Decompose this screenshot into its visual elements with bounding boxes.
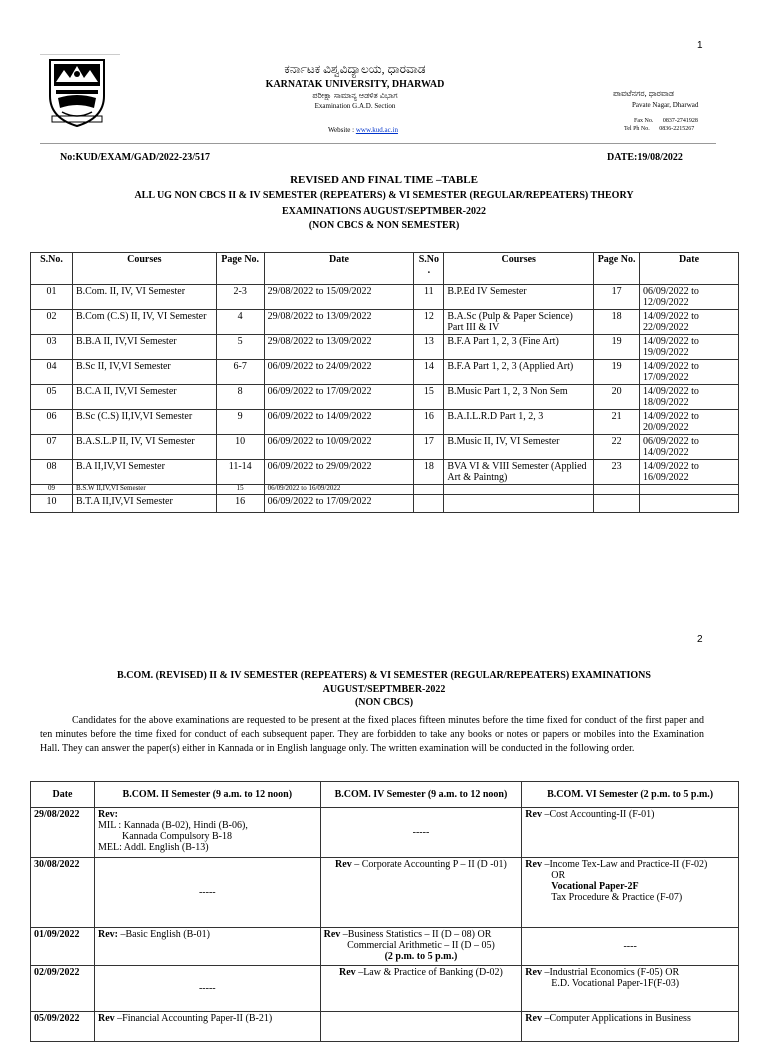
tt-line: Rev –Business Statistics – II (D – 08) OR (323, 929, 492, 940)
summary-table (30, 252, 739, 513)
header-page-no: Page No. (216, 253, 264, 285)
cell-course-2: B.A.Sc (Pulp & Paper Science) Part III & IV (444, 310, 594, 335)
cell-page-no-2: 20 (594, 385, 640, 410)
cell-course: B.Sc (C.S) II,IV,VI Semester (72, 410, 216, 435)
title-line-2: ALL UG NON CBCS II & IV SEMESTER (REPEATERS) & VI SEMESTER (REGULAR/REPEATERS) THEORY (134, 190, 634, 201)
cell-page-no-2 (594, 485, 640, 495)
cell-course: B.B.A II, IV,VI Semester (72, 335, 216, 360)
cell-date: 29/08/2022 to 15/09/2022 (264, 285, 414, 310)
tt-cell-sem2 (94, 966, 320, 1012)
tt-cell-sem6 (522, 858, 739, 928)
tt-line: ----- (412, 827, 430, 838)
cell-course-2: B.Music Part 1, 2, 3 Non Sem (444, 385, 594, 410)
cell-course: B.T.A II,IV,VI Semester (72, 495, 216, 513)
cell-page-no: 4 (216, 310, 264, 335)
fax-line (634, 118, 698, 124)
website-label: Website : (328, 126, 355, 134)
tel-value: 0836-2215267 (659, 126, 695, 132)
header-page-no-2: Page No. (594, 253, 640, 285)
cell-date-2: 14/09/2022 to 19/09/2022 (640, 335, 739, 360)
header-date-2: Date (640, 253, 739, 285)
tel-line (624, 126, 694, 132)
cell-date-2: 14/09/2022 to 17/09/2022 (640, 360, 739, 385)
tt-line: Rev – Corporate Accounting P – II (D -01) (335, 859, 507, 870)
tt-cell-date: 02/09/2022 (31, 966, 95, 1012)
tt-cell-sem6 (522, 928, 739, 966)
cell-page-no-2: 19 (594, 360, 640, 385)
cell-course-2: BVA VI & VIII Semester (Applied Art & Paintng) (444, 460, 594, 485)
cell-date: 06/09/2022 to 10/09/2022 (264, 435, 414, 460)
cell-page-no-2 (594, 495, 640, 513)
table-row (31, 310, 739, 335)
page-number-2: 2 (697, 634, 703, 645)
cell-course-2: B.F.A Part 1, 2, 3 (Fine Art) (444, 335, 594, 360)
tt-line: Commercial Arithmetic – II (D – 05) (347, 940, 495, 951)
tt-cell-sem6 (522, 808, 739, 858)
tt-line: ----- (198, 887, 216, 898)
fax-label: Fax No. (634, 118, 654, 124)
title-line-4: (NON CBCS & NON SEMESTER) (308, 220, 460, 231)
cell-page-no: 9 (216, 410, 264, 435)
cell-date-2: 06/09/2022 to 12/09/2022 (640, 285, 739, 310)
header-courses-2: Courses (444, 253, 594, 285)
cell-course: B.A.S.L.P II, IV, VI Semester (72, 435, 216, 460)
bcom-timetable (30, 781, 739, 1042)
cell-page-no-2: 22 (594, 435, 640, 460)
cell-page-no: 11-14 (216, 460, 264, 485)
cell-course-2 (444, 485, 594, 495)
cell-sno: 02 (31, 310, 73, 335)
table-header-row (31, 253, 739, 285)
timetable-header-row (31, 782, 739, 808)
cell-date: 06/09/2022 to 24/09/2022 (264, 360, 414, 385)
tt-line: Rev: –Basic English (B-01) (97, 929, 210, 940)
tt-line: Rev: (97, 809, 118, 820)
cell-date: 06/09/2022 to 17/09/2022 (264, 495, 414, 513)
document-date: DATE:19/08/2022 (607, 152, 683, 163)
university-name: KARNATAK UNIVERSITY, DHARWAD (265, 79, 445, 90)
cell-sno-2 (414, 485, 444, 495)
timetable-row (31, 808, 739, 858)
tt-line: ---- (623, 941, 637, 952)
timetable-row (31, 1012, 739, 1042)
address-english: Pavate Nagar, Dharwad (632, 101, 699, 109)
table-row (31, 385, 739, 410)
table-row (31, 485, 739, 495)
cell-course: B.Com (C.S) II, IV, VI Semester (72, 310, 216, 335)
header-date: Date (264, 253, 414, 285)
cell-sno-2: 12 (414, 310, 444, 335)
cell-date-2: 14/09/2022 to 16/09/2022 (640, 460, 739, 485)
header-courses: Courses (72, 253, 216, 285)
tt-line: Rev –Cost Accounting-II (F-01) (525, 809, 655, 820)
tt-line: MIL : Kannada (B-02), Hindi (B-06), (97, 820, 248, 831)
page2-title-line-3: (NON CBCS) (354, 697, 414, 708)
tt-line: MEL: Addl. English (B-13) (97, 842, 209, 853)
page2-title-line-2: AUGUST/SEPTMBER-2022 (322, 684, 446, 695)
tt-cell-date: 01/09/2022 (31, 928, 95, 966)
cell-date-2: 14/09/2022 to 20/09/2022 (640, 410, 739, 435)
tt-line: Kannada Compulsory B-18 (121, 831, 232, 842)
tt-cell-sem4 (320, 808, 522, 858)
cell-sno: 09 (31, 485, 73, 495)
table-row (31, 335, 739, 360)
cell-date-2 (640, 495, 739, 513)
tt-line: Rev –Income Tex-Law and Practice-II (F-02) (525, 859, 708, 870)
table-row (31, 285, 739, 310)
tt-cell-sem4 (320, 1012, 522, 1042)
cell-course-2: B.F.A Part 1, 2, 3 (Applied Art) (444, 360, 594, 385)
cell-page-no: 2-3 (216, 285, 264, 310)
tt-cell-date: 05/09/2022 (31, 1012, 95, 1042)
cell-sno-2: 16 (414, 410, 444, 435)
tt-header-sem2: B.COM. II Semester (9 a.m. to 12 noon) (94, 782, 320, 808)
cell-sno-2: 18 (414, 460, 444, 485)
cell-course: B.C.A II, IV,VI Semester (72, 385, 216, 410)
cell-sno-2: 17 (414, 435, 444, 460)
tt-line: OR (551, 870, 566, 881)
cell-date: 29/08/2022 to 13/09/2022 (264, 335, 414, 360)
tt-cell-sem2 (94, 928, 320, 966)
tt-line: Vocational Paper-2F (551, 881, 639, 892)
cell-page-no: 10 (216, 435, 264, 460)
header-sno-2: S.No . (414, 253, 444, 285)
fax-value: 0837-2741928 (662, 118, 698, 124)
website-link[interactable]: www.kud.ac.in (355, 126, 398, 134)
cell-page-no: 8 (216, 385, 264, 410)
tt-cell-sem4 (320, 928, 522, 966)
tt-line: Rev –Industrial Economics (F-05) OR (525, 967, 680, 978)
tt-line: (2 p.m. to 5 p.m.) (384, 951, 458, 962)
tt-cell-sem4 (320, 858, 522, 928)
cell-date-2 (640, 485, 739, 495)
tel-label: Tel Ph No. (624, 126, 650, 132)
cell-sno: 01 (31, 285, 73, 310)
cell-course: B.Com. II, IV, VI Semester (72, 285, 216, 310)
tt-line: Rev –Computer Applications in Business (525, 1013, 691, 1024)
cell-sno: 08 (31, 460, 73, 485)
tt-line: Rev –Financial Accounting Paper-II (B-21) (97, 1013, 273, 1024)
tt-cell-sem6 (522, 966, 739, 1012)
cell-date-2: 14/09/2022 to 18/09/2022 (640, 385, 739, 410)
cell-date-2: 06/09/2022 to 14/09/2022 (640, 435, 739, 460)
cell-course-2: B.A.I.L.R.D Part 1, 2, 3 (444, 410, 594, 435)
timetable-row (31, 966, 739, 1012)
cell-date: 29/08/2022 to 13/09/2022 (264, 310, 414, 335)
tt-header-date: Date (31, 782, 95, 808)
section-name: Examination G.A.D. Section (314, 102, 396, 110)
section-name-kannada: ಪರೀಕ್ಷಾ ಸಾಮಾನ್ಯ ಆಡಳಿತ ವಿಭಾಗ (312, 91, 398, 100)
cell-course-2 (444, 495, 594, 513)
table-row (31, 410, 739, 435)
cell-sno-2: 11 (414, 285, 444, 310)
header-sno: S.No. (31, 253, 73, 285)
address-kannada: ಪಾವಟೆನಗರ, ಧಾರವಾಡ (613, 89, 674, 98)
website (328, 126, 398, 134)
table-row (31, 460, 739, 485)
tt-cell-date: 29/08/2022 (31, 808, 95, 858)
cell-course: B.A II,IV,VI Semester (72, 460, 216, 485)
tt-cell-sem2 (94, 858, 320, 928)
cell-sno: 10 (31, 495, 73, 513)
title-line-3: EXAMINATIONS AUGUST/SEPTMBER-2022 (281, 206, 486, 217)
divider (40, 54, 120, 55)
cell-date: 06/09/2022 to 14/09/2022 (264, 410, 414, 435)
cell-course: B.Sc II, IV,VI Semester (72, 360, 216, 385)
cell-sno-2: 14 (414, 360, 444, 385)
header-divider (40, 143, 716, 144)
cell-sno: 05 (31, 385, 73, 410)
cell-sno: 03 (31, 335, 73, 360)
university-name-kannada: ಕರ್ನಾಟಕ ವಿಶ್ವವಿದ್ಯಾಲಯ, ಧಾರವಾಡ (284, 62, 426, 76)
cell-date: 06/09/2022 to 29/09/2022 (264, 460, 414, 485)
cell-course: B.S.W II,IV,VI Semester (72, 485, 216, 495)
cell-page-no: 16 (216, 495, 264, 513)
tt-cell-sem2 (94, 1012, 320, 1042)
table-row (31, 435, 739, 460)
page-number: 1 (697, 40, 703, 51)
title-line-1: REVISED AND FINAL TIME –TABLE (290, 174, 478, 186)
cell-date-2: 14/09/2022 to 22/09/2022 (640, 310, 739, 335)
cell-page-no: 5 (216, 335, 264, 360)
cell-page-no-2: 17 (594, 285, 640, 310)
tt-line: ----- (198, 983, 216, 994)
university-logo (46, 58, 108, 128)
tt-header-sem4: B.COM. IV Semester (9 a.m. to 12 noon) (320, 782, 522, 808)
table-row (31, 495, 739, 513)
tt-line: Rev –Law & Practice of Banking (D-02) (339, 967, 503, 978)
cell-page-no-2: 18 (594, 310, 640, 335)
tt-header-sem6: B.COM. VI Semester (2 p.m. to 5 p.m.) (522, 782, 739, 808)
cell-sno: 04 (31, 360, 73, 385)
cell-sno-2 (414, 495, 444, 513)
cell-sno-2: 13 (414, 335, 444, 360)
tt-line: E.D. Vocational Paper-1F(F-03) (551, 978, 680, 989)
cell-date: 06/09/2022 to 17/09/2022 (264, 385, 414, 410)
cell-page-no: 6-7 (216, 360, 264, 385)
cell-page-no: 15 (216, 485, 264, 495)
timetable-row (31, 928, 739, 966)
cell-sno: 06 (31, 410, 73, 435)
cell-sno: 07 (31, 435, 73, 460)
tt-cell-date: 30/08/2022 (31, 858, 95, 928)
tt-cell-sem4 (320, 966, 522, 1012)
cell-course-2: B.P.Ed IV Semester (444, 285, 594, 310)
cell-course-2: B.Music II, IV, VI Semester (444, 435, 594, 460)
tt-cell-sem2 (94, 808, 320, 858)
cell-page-no-2: 21 (594, 410, 640, 435)
tt-line: Tax Procedure & Practice (F-07) (551, 892, 683, 903)
page2-title-line-1: B.COM. (REVISED) II & IV SEMESTER (REPEATERS) & VI SEMESTER (REGULAR/REPEATERS) EXAMINATIONS (117, 670, 651, 681)
cell-page-no-2: 23 (594, 460, 640, 485)
cell-sno-2: 15 (414, 385, 444, 410)
table-row (31, 360, 739, 385)
instructions-paragraph: Candidates for the above examinations are requested to be present at the fixed places fifteen minutes before the time fixed for conduct of the first paper and ten minutes before the time fixed for conduct of each subsequent paper. They are forbidden to take any books or notes or papers or mobiles into the Examination Hall. They can answer the paper(s) either in Kannada or in English language only. The written examination will be conducted in the following order. (40, 715, 704, 754)
timetable-row (31, 858, 739, 928)
tt-cell-sem6 (522, 1012, 739, 1042)
cell-page-no-2: 19 (594, 335, 640, 360)
cell-date: 06/09/2022 to 16/09/2022 (264, 485, 414, 495)
reference-number: No:KUD/EXAM/GAD/2022-23/517 (60, 152, 210, 163)
